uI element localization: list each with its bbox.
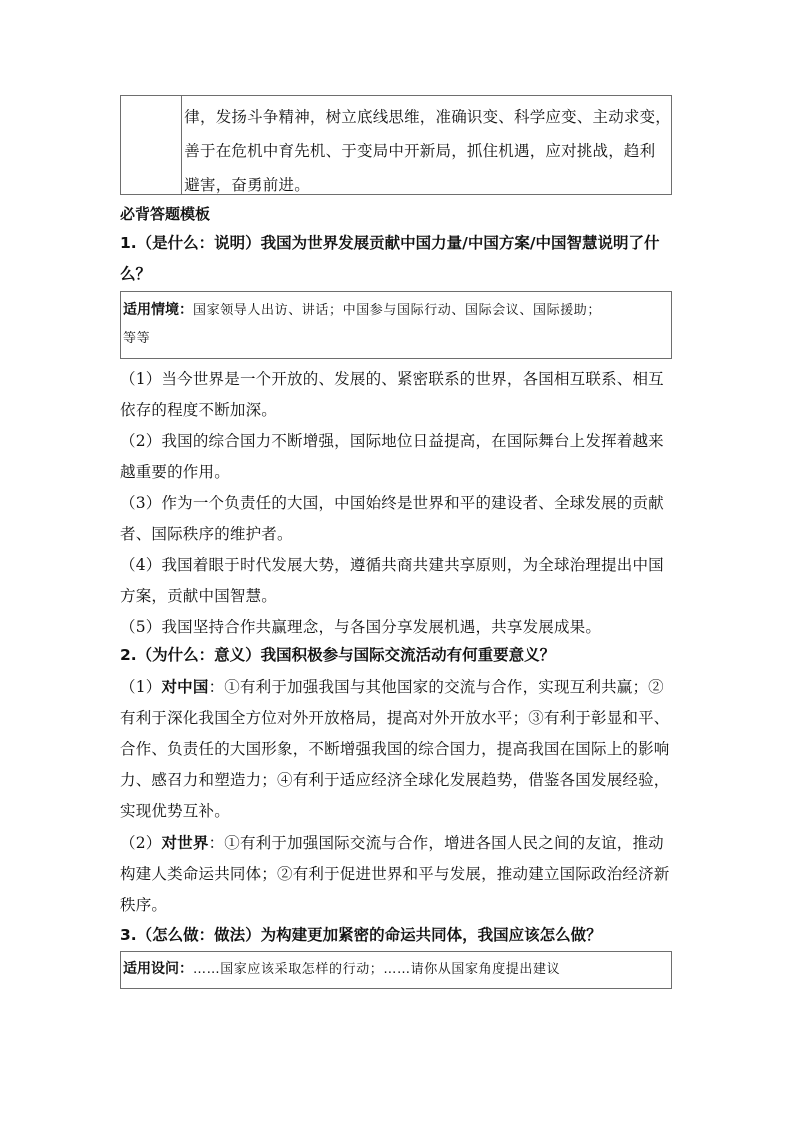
question-3-title: 3.（怎么做：做法）为构建更加紧密的命运共同体，我国应该怎么做？ bbox=[120, 926, 602, 944]
question-2-title: 2.（为什么：意义）我国积极参与国际交流活动有何重要意义？ bbox=[120, 646, 556, 664]
q2-world-prefix: （2） bbox=[120, 834, 162, 852]
q1-scenario-label: 适用情境： bbox=[123, 302, 193, 318]
q2-world-text: ：①有利于加强国际交流与合作，增进各国人民之间的友谊，推动 bbox=[208, 834, 664, 852]
list-item: （5）我国坚持合作共赢理念，与各国分享发展机遇，共享发展成果。 bbox=[120, 618, 602, 636]
list-item: （4）我国着眼于时代发展大势，遵循共商共建共享原则，为全球治理提出中国 bbox=[120, 556, 664, 574]
list-item: （2）我国的综合国力不断增强，国际地位日益提高，在国际舞台上发挥着越来 bbox=[120, 432, 664, 450]
question-3 bbox=[120, 920, 680, 951]
question-2 bbox=[120, 640, 680, 921]
table-left-cell bbox=[121, 96, 182, 194]
table-line: 避害，奋勇前进。 bbox=[184, 176, 310, 194]
table-line: 善于在危机中育先机、于变局中开新局，抓住机遇，应对挑战，趋利 bbox=[184, 142, 656, 160]
table-line: 律，发扬斗争精神，树立底线思维，准确识变、科学应变、主动求变， bbox=[184, 108, 671, 126]
table-right-cell bbox=[182, 96, 671, 194]
q2-china-text: ：①有利于加强我国与其他国家的交流与合作，实现互利共赢；② bbox=[208, 678, 664, 696]
q1-scenario-box bbox=[120, 291, 672, 359]
q2-world-line: 构建人类命运共同体；②有利于促进世界和平与发展，推动建立国际政治经济新 bbox=[120, 865, 670, 883]
q1-answer-list bbox=[120, 364, 680, 643]
list-item: （3）作为一个负责任的大国，中国始终是世界和平的建设者、全球发展的贡献 bbox=[120, 494, 664, 512]
q3-question-box bbox=[120, 951, 672, 989]
q3-question-text: ……国家应该采取怎样的行动；……请你从国家角度提出建议 bbox=[193, 962, 561, 977]
q3-question-label: 适用设问： bbox=[123, 961, 193, 977]
section-title: 必背答题模板 bbox=[120, 205, 211, 223]
list-item: 越重要的作用。 bbox=[120, 463, 230, 481]
list-item: 依存的程度不断加深。 bbox=[120, 401, 278, 419]
q2-world-line: 秩序。 bbox=[120, 896, 168, 914]
q2-china-line: 合作、负责任的大国形象，不断增强我国的综合国力，提高我国在国际上的影响 bbox=[120, 740, 670, 758]
q2-world-line bbox=[120, 827, 680, 859]
q2-china-line: 力、感召力和塑造力；④有利于适应经济全球化发展趋势，借鉴各国发展经验， bbox=[120, 771, 670, 789]
question-1-title-line: 么？ bbox=[120, 265, 152, 283]
q1-scenario-line-2: 等等 bbox=[123, 331, 151, 346]
q3-question-line bbox=[123, 955, 669, 984]
q2-china-lead: 对中国 bbox=[161, 677, 209, 696]
list-item: 者、国际秩序的维护者。 bbox=[120, 525, 293, 543]
list-item: 方案，贡献中国智慧。 bbox=[120, 587, 278, 605]
q2-world-lead: 对世界 bbox=[161, 833, 209, 852]
question-1-title-line: 1.（是什么：说明）我国为世界发展贡献中国力量/中国方案/中国智慧说明了什 bbox=[120, 234, 660, 252]
list-item: （1）当今世界是一个开放的、发展的、紧密联系的世界，各国相互联系、相互 bbox=[120, 370, 664, 388]
q2-china-line: 有利于深化我国全方位对外开放格局，提高对外开放水平；③有利于彰显和平、 bbox=[120, 709, 670, 727]
continuation-table bbox=[120, 95, 672, 195]
q1-scenario-text: 国家领导人出访、讲话；中国参与国际行动、国际会议、国际援助； bbox=[193, 303, 602, 318]
q1-scenario-line bbox=[123, 296, 669, 325]
q2-china-prefix: （1） bbox=[120, 678, 162, 696]
q2-china-line: 实现优势互补。 bbox=[120, 802, 230, 820]
q2-china-line bbox=[120, 671, 680, 703]
question-1-title bbox=[120, 228, 680, 290]
